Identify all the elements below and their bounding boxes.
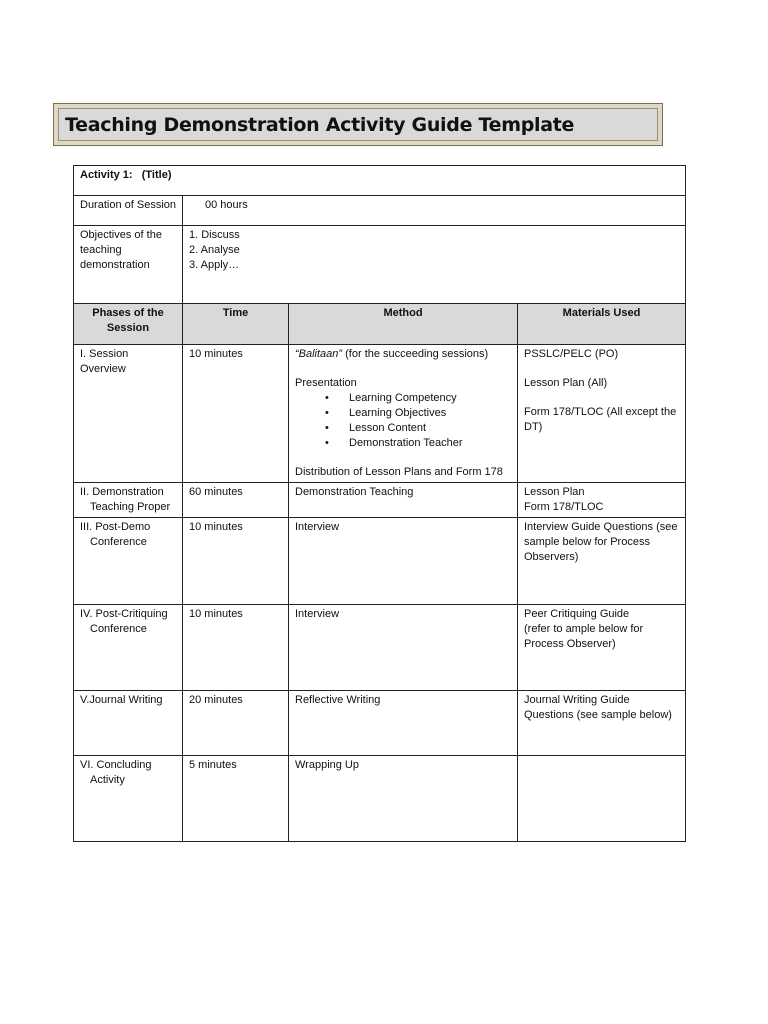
- phase-text: Conference: [90, 536, 147, 548]
- table-row: [74, 345, 686, 483]
- method-cell: Interview: [289, 518, 518, 605]
- activity-title: (Title): [141, 169, 172, 181]
- title-banner: [53, 103, 663, 146]
- table-row: [74, 483, 686, 518]
- materials-cell: [518, 756, 686, 842]
- phase-text: III. Post-Demo: [80, 521, 151, 533]
- duration-label: Duration of Session: [74, 196, 183, 226]
- objectives-list: [183, 226, 686, 304]
- time-cell: 10 minutes: [183, 345, 289, 483]
- phase-cell: [74, 518, 183, 605]
- table-row: [74, 518, 686, 605]
- phase-cell: [74, 483, 183, 518]
- time-cell: 60 minutes: [183, 483, 289, 518]
- duration-value-cell: [183, 196, 686, 226]
- objectives-label: Objectives of the teaching demonstration: [74, 226, 183, 304]
- header-method: Method: [289, 304, 518, 345]
- duration-value: 00 hours: [205, 199, 248, 211]
- activity-label: Activity 1:: [80, 169, 133, 181]
- objective-item: 1. Discuss: [189, 229, 240, 241]
- method-cell: [289, 345, 518, 483]
- method-bullet-list: [295, 391, 511, 451]
- table-row: [74, 605, 686, 691]
- objective-item: 3. Apply…: [189, 259, 240, 271]
- table-row: [74, 691, 686, 756]
- phase-text: Teaching Proper: [90, 501, 171, 513]
- list-item: • Learning Competency: [339, 391, 511, 406]
- method-cell: Reflective Writing: [289, 691, 518, 756]
- objective-item: 2. Analyse: [189, 244, 240, 256]
- table-row: [74, 756, 686, 842]
- method-distribution: Distribution of Lesson Plans and Form 178: [295, 466, 503, 478]
- time-cell: 10 minutes: [183, 605, 289, 691]
- document-title: Teaching Demonstration Activity Guide Template: [58, 108, 658, 141]
- list-item: • Learning Objectives: [339, 406, 511, 421]
- phase-text: IV. Post-Critiquing: [80, 608, 168, 620]
- header-time: Time: [183, 304, 289, 345]
- phase-cell: I. Session Overview: [74, 345, 183, 483]
- objectives-row: [74, 226, 686, 304]
- phase-cell: [74, 605, 183, 691]
- materials-cell: Interview Guide Questions (see sample below for Process Observers): [518, 518, 686, 605]
- phase-text: Activity: [90, 774, 125, 786]
- materials-cell: Journal Writing Guide Questions (see sample below): [518, 691, 686, 756]
- activity-guide-table: [73, 165, 686, 842]
- materials-item: Form 178/TLOC: [524, 501, 604, 513]
- phase-text: II. Demonstration: [80, 486, 164, 498]
- list-item: • Lesson Content: [339, 421, 511, 436]
- materials-item: Form 178/TLOC (All except the DT): [524, 406, 677, 433]
- phase-cell: [74, 756, 183, 842]
- method-cell: Wrapping Up: [289, 756, 518, 842]
- materials-item: PSSLC/PELC (PO): [524, 348, 619, 360]
- method-text: (for the succeeding sessions): [342, 348, 489, 360]
- activity-title-cell: [74, 166, 686, 196]
- materials-item: Lesson Plan (All): [524, 377, 608, 389]
- method-cell: Demonstration Teaching: [289, 483, 518, 518]
- method-presentation: Presentation: [295, 377, 357, 389]
- activity-row: [74, 166, 686, 196]
- phase-cell: V.Journal Writing: [74, 691, 183, 756]
- method-cell: Interview: [289, 605, 518, 691]
- materials-cell: [518, 345, 686, 483]
- phase-text: Conference: [90, 623, 147, 635]
- materials-item: (refer to ample below for Process Observer): [524, 623, 644, 650]
- materials-cell: [518, 605, 686, 691]
- header-materials: Materials Used: [518, 304, 686, 345]
- time-cell: 5 minutes: [183, 756, 289, 842]
- header-phases: Phases of the Session: [74, 304, 183, 345]
- materials-item: Peer Critiquing Guide: [524, 608, 630, 620]
- materials-item: Lesson Plan: [524, 486, 585, 498]
- phase-text: VI. Concluding: [80, 759, 152, 771]
- time-cell: 10 minutes: [183, 518, 289, 605]
- materials-cell: [518, 483, 686, 518]
- duration-row: [74, 196, 686, 226]
- table-header-row: [74, 304, 686, 345]
- time-cell: 20 minutes: [183, 691, 289, 756]
- method-italic: “Balitaan”: [295, 348, 343, 360]
- list-item: • Demonstration Teacher: [339, 436, 511, 451]
